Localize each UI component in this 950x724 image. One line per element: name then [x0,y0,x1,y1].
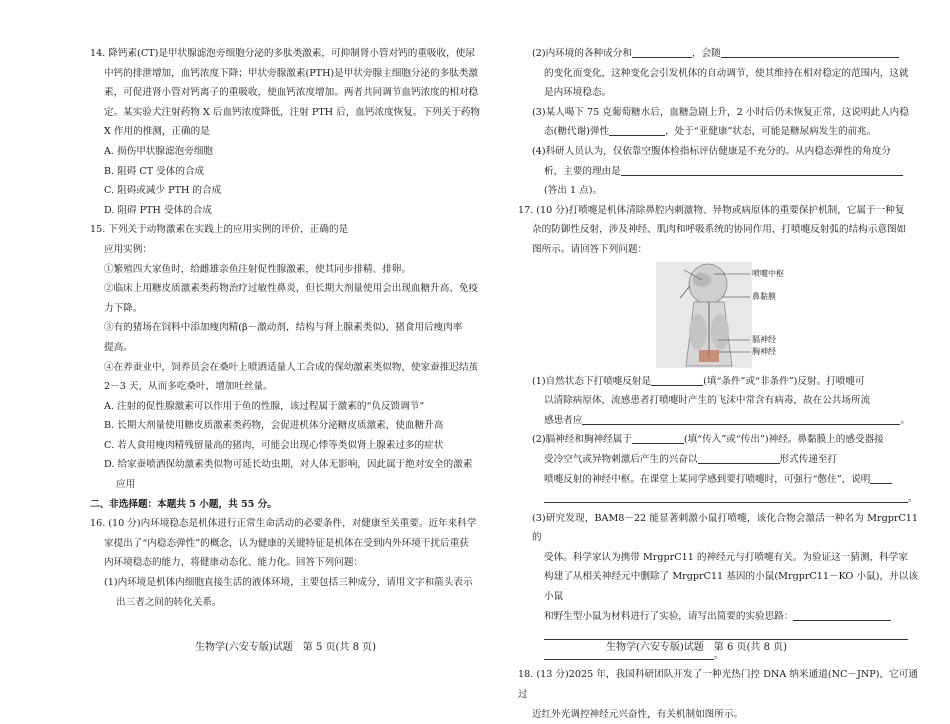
q18-line: 18. (13 分)2025 年，我国科研团队开发了一种光热门控 DNA 纳米通道(NC－JNP)，它可通过 [518,669,918,701]
q15-option-d-cont: 应用 [116,479,136,491]
q17-sub2-cont: 。 [518,489,918,509]
page-footer-right: 生物学(六安专版)试题 第 6 页(共 8 页) [606,642,788,653]
label-sneeze-center: 喷嚏中枢 [752,268,784,278]
q17-line: 17. (10 分)打喷嚏是机体清除鼻腔内刺激物、异物或病原体的重要保护机制，它属于一种复 [518,204,905,216]
q16-sub1: (1)内环境是机体内细胞直接生活的液体环境，主要包括三种成分，请用文字和箭头表示 [104,577,473,589]
answer-blank[interactable] [793,608,891,621]
q14-option-a: A. 损伤甲状腺滤泡旁细胞 [104,145,213,157]
q17-sub3-cont: 和野生型小鼠为材料进行了实验，请写出简要的实验思路： [518,607,918,627]
answer-blank[interactable] [632,45,692,58]
q14-line: 定。某实验犬注射药物 X 后血钙浓度降低，注射 PTH 后，血钙浓度恢复。下列关于药物 [104,106,481,118]
q16-sub3-cont: 态(糖代谢)弹性 ，处于“亚健康”状态，可能是糖尿病发生的前兆。 [518,122,918,142]
q14-option-c: C. 阻碍或减少 PTH 的合成 [104,185,222,197]
answer-blank[interactable] [582,412,900,425]
q14-option-d: D. 阻碍 PTH 受体的合成 [104,204,212,216]
left-column [90,44,488,612]
q15-example: ③有的猪场在饲料中添加瘦肉精(β－激动剂，结构与肾上腺素类似)，猪食用后瘦肉率 [104,322,463,334]
q16-line: 内环境稳态的能力，将健康动态化、能力化。回答下列问题： [104,557,364,569]
diaphragm-muscle [699,350,719,362]
q16-sub3: (3)某人喝下 75 克葡萄糖水后，血糖急剧上升，2 小时后仍未恢复正常，这说明此人内稳 [532,106,909,118]
q15-intro: 应用实例： [104,243,152,255]
q15-example: 力下降。 [104,302,143,314]
answer-blank[interactable] [544,490,908,503]
right-column [518,44,918,724]
q17-sub3-answer-line: 。 [518,646,918,666]
answer-blank[interactable] [698,451,780,464]
q16-line: 家提出了“内稳态弹性”的概念，认为健康的关键特征是机体在受到内外环境干扰后重获 [104,537,469,549]
answer-blank[interactable] [870,471,892,484]
q14-option-b: B. 阻碍 CT 受体的合成 [104,165,205,177]
q17-sub3-cont: 受体。科学家认为携带 MrgprC11 的神经元与打喷嚏有关。为验证这一猜测，科学家 [544,551,908,563]
q16-sub1-cont: 出三者之间的转化关系。 [116,596,222,608]
q16-sub4-note: (答出 1 点)。 [544,185,603,197]
q17-line: 杂的防御性反射，涉及神经、肌肉和呼吸系统的协同作用，打喷嚏反射弧的结构示意图如 [532,224,907,236]
q15-example: 提高。 [104,341,133,353]
answer-blank[interactable] [609,123,665,136]
q15-option-a: A. 注射的促性腺激素可以作用于鱼的性腺，该过程属于激素的“负反馈调节” [104,400,425,412]
q15-option-c: C. 若人食用瘦肉精残留量高的猪肉，可能会出现心悸等类似肾上腺素过多的症状 [104,439,444,451]
q16-sub4: (4)科研人员认为，仅依靠空腹体检指标评估健康是不充分的。从内稳态弹性的角度分 [532,145,891,157]
label-nasal-mucosa: 鼻黏膜 [752,291,776,301]
q14-line: 中钙的排泄增加，血钙浓度下降；甲状旁腺激素(PTH)是甲状旁腺主细胞分泌的多肽类激 [104,67,479,79]
label-phrenic-nerve: 膈神经 [752,334,776,344]
page-footer-left: 生物学(六安专版)试题 第 5 页(共 8 页) [195,642,377,653]
q15-stem: 15. 下列关于动物激素在实践上的应用实例的评价，正确的是 [90,224,349,236]
q16-line: 16. (10 分)内环境稳态是机体进行正常生命活动的必要条件，对健康至关重要。近年来科学 [90,518,477,530]
q17-sub3: (3)研究发现，BAM8－22 能显著刺激小鼠打喷嚏，该化合物会激活一种名为 MrgprC11 的 [532,512,918,544]
q16-sub4-cont: 析，主要的理由是 [518,162,918,182]
q14-line: 14. 降钙素(CT)是甲状腺滤泡旁细胞分泌的多肽类激素，可抑制肾小管对钙的重吸收，使尿 [90,48,475,59]
q15-option-d: D. 给家蚕喷洒保幼激素类似物可延长幼虫期，对人体无影响，因此属于绝对安全的激素 [104,459,473,471]
answer-blank[interactable] [632,431,684,444]
q17-sub2: (2)膈神经和胸神经属于 (填“传入”或“传出”)神经。鼻黏膜上的感受器接 [518,430,918,450]
answer-blank[interactable] [651,373,703,386]
label-thoracic-nerve: 胸神经 [752,346,776,356]
q17-sub1: (1)自然状态下打喷嚏反射是 (填“条件”或“非条件”)反射。打喷嚏可 [518,372,918,392]
q16-sub2-cont: 是内环境稳态。 [544,87,612,99]
q15-example: ①繁殖四大家鱼时，给雌雄亲鱼注射促性腺激素，使其同步排精、排卵。 [104,263,411,275]
q17-sub2-cont: 喷嚏反射的神经中枢。在课堂上某同学感到要打喷嚏时，可强行“憋住”，说明 [518,470,918,490]
q17-sub1-cont: 以清除病原体，流感患者打喷嚏时产生的飞沫中常含有病毒，故在公共场所流 [544,395,871,407]
answer-blank[interactable] [721,45,899,58]
q14-line: 素，可促进肾小管对钙离子的重吸收，使血钙浓度增加。两者共同调节血钙浓度的相对稳 [104,87,479,99]
q16-sub2: (2)内环境的各种成分和 ，会随 [518,44,918,64]
q14-line: X 作用的推测，正确的是 [104,126,210,138]
q15-example: ④在养蚕业中，饲养员会在桑叶上喷洒适量人工合成的保幼激素类似物，使家蚕推迟结茧 [104,361,479,373]
section-2-heading: 二、非选择题：本题共 5 小题，共 55 分。 [90,498,277,510]
right-lung [711,314,729,350]
sneeze-reflex-diagram [518,262,918,368]
q16-sub2-cont: 的变化而变化，这种变化会引发机体的自动调节，使其维持在相对稳定的范围内，这就 [544,67,909,79]
q17-sub2-cont: 受冷空气或异物刺激后产生的兴奋以 形式传递至打 [518,450,918,470]
q15-example: ②临床上用糖皮质激素类药物治疗过敏性鼻炎，但长期大剂量使用会出现血糖升高、免疫 [104,283,479,295]
q17-line: 图所示。请回答下列问题： [532,243,648,255]
left-lung [689,314,707,350]
sneeze-reflex-figure [518,262,918,368]
q17-sub3-cont: 构建了从相关神经元中删除了 MrgprC11 基因的小鼠(MrgprC11－KO 小鼠)，并以该小鼠 [544,571,918,603]
q17-sub1-cont: 感患者应 。 [518,411,918,431]
answer-blank[interactable] [621,163,903,176]
q15-example: 2－3 天，从而多吃桑叶，增加吐丝量。 [104,381,273,393]
q18-line: 近红外光调控神经元兴奋性，有关机制如图所示。 [532,708,744,720]
q15-option-b: B. 长期大剂量使用糖皮质激素类药物，会促进机体分泌糖皮质激素，使血糖升高 [104,420,444,432]
